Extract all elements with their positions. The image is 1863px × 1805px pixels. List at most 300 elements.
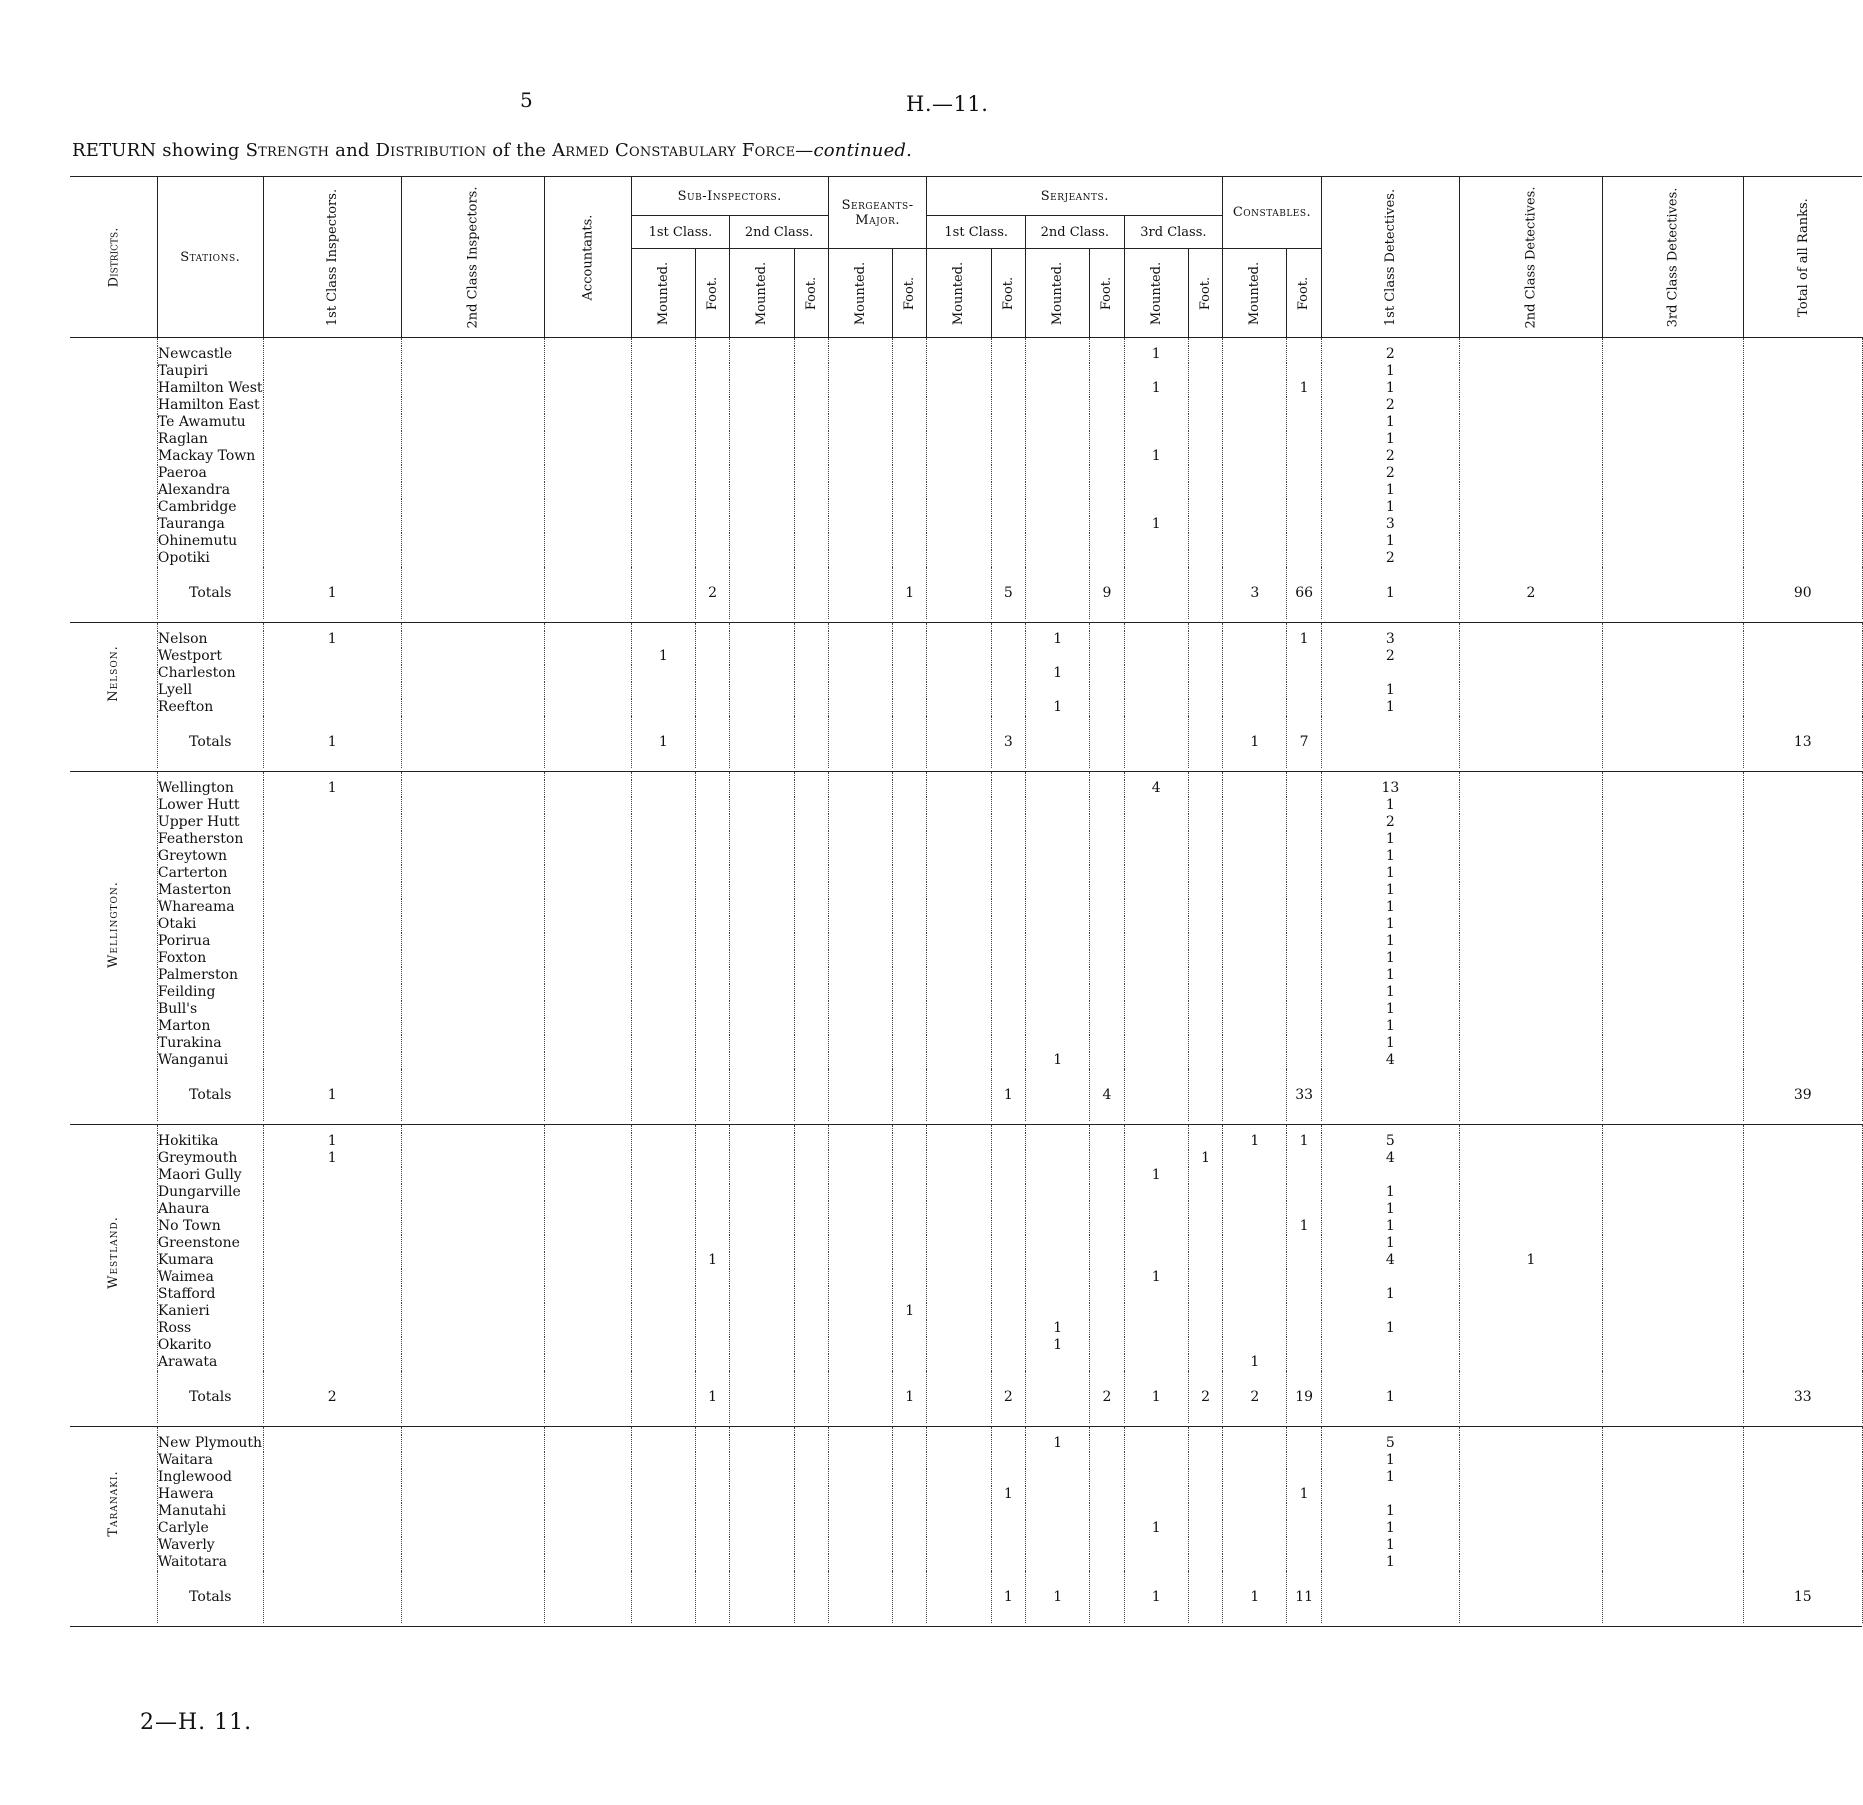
table-row — [70, 1286, 1862, 1303]
value-cell — [631, 780, 695, 797]
gap-cell — [1602, 1125, 1743, 1134]
value-cell — [1743, 1150, 1862, 1167]
total-cell: 15 — [1743, 1571, 1862, 1623]
value-cell — [1602, 1201, 1743, 1218]
value-cell — [1223, 848, 1287, 865]
value-cell — [1090, 631, 1124, 648]
value-cell — [401, 1452, 544, 1469]
value-cell — [1026, 1235, 1090, 1252]
value-cell — [1602, 797, 1743, 814]
value-cell — [730, 397, 794, 414]
station-label: Ahaura — [157, 1201, 210, 1217]
value-cell — [1287, 1469, 1321, 1486]
value-cell: 1 — [263, 1150, 401, 1167]
district-gap — [70, 1371, 157, 1423]
value-cell — [1090, 1503, 1124, 1520]
value-cell — [1124, 1133, 1188, 1150]
value-cell — [1743, 516, 1862, 533]
header-det1: 1st Class Detectives. — [1321, 177, 1459, 338]
value-cell — [1459, 699, 1602, 716]
value-cell — [893, 1503, 927, 1520]
value-cell — [631, 1554, 695, 1571]
value-cell — [1188, 814, 1222, 831]
value-cell — [893, 1435, 927, 1452]
value-cell: 1 — [263, 631, 401, 648]
value-cell — [1090, 648, 1124, 665]
gap-cell — [730, 772, 794, 781]
value-cell — [544, 967, 631, 984]
value-cell — [1188, 448, 1222, 465]
value-cell — [828, 448, 892, 465]
value-cell — [1743, 1269, 1862, 1286]
station-name — [157, 550, 263, 567]
value-cell — [1124, 665, 1188, 682]
gap-cell — [1743, 1125, 1862, 1134]
station-label: New Plymouth — [157, 1435, 263, 1451]
value-cell — [1223, 499, 1287, 516]
value-cell — [927, 1320, 991, 1337]
value-cell — [1321, 1167, 1459, 1184]
value-cell — [631, 848, 695, 865]
value-cell — [1602, 631, 1743, 648]
value-cell — [1026, 465, 1090, 482]
value-cell: 1 — [1321, 1503, 1459, 1520]
header-serj-class2: 2nd Class. — [1026, 216, 1125, 249]
value-cell — [1026, 967, 1090, 984]
value-cell — [893, 1018, 927, 1035]
value-cell — [1287, 1537, 1321, 1554]
table-row — [70, 533, 1862, 550]
total-cell — [544, 567, 631, 619]
value-cell: 1 — [1287, 380, 1321, 397]
station-label: Opotiki — [157, 550, 210, 566]
value-cell — [544, 916, 631, 933]
value-cell — [631, 1184, 695, 1201]
value-cell — [991, 1018, 1025, 1035]
total-cell: 1 — [893, 1371, 927, 1423]
value-cell — [893, 984, 927, 1001]
value-cell — [1743, 899, 1862, 916]
value-cell — [1223, 814, 1287, 831]
value-cell — [1124, 1001, 1188, 1018]
value-cell — [401, 533, 544, 550]
value-cell — [893, 682, 927, 699]
total-cell: 2 — [1223, 1371, 1287, 1423]
value-cell — [927, 831, 991, 848]
value-cell — [1124, 363, 1188, 380]
gap-cell — [1602, 1427, 1743, 1436]
station-label: Manutahi — [157, 1503, 227, 1519]
value-cell — [1287, 1269, 1321, 1286]
value-cell — [544, 482, 631, 499]
value-cell — [1124, 797, 1188, 814]
value-cell — [991, 1269, 1025, 1286]
value-cell — [695, 950, 729, 967]
value-cell — [1188, 848, 1222, 865]
value-cell — [631, 1035, 695, 1052]
value-cell — [828, 831, 892, 848]
value-cell — [927, 1503, 991, 1520]
header-det2: 2nd Class Detectives. — [1459, 177, 1602, 338]
header-sj2-mounted: Mounted. — [1026, 249, 1090, 338]
value-cell — [828, 1218, 892, 1235]
value-cell — [1188, 1503, 1222, 1520]
gap-cell — [1026, 338, 1090, 347]
separator-cell — [1321, 1623, 1459, 1627]
value-cell — [730, 1452, 794, 1469]
total-cell — [1321, 1069, 1459, 1121]
value-cell — [1090, 916, 1124, 933]
gap-cell — [401, 338, 544, 347]
gap-cell — [1188, 338, 1222, 347]
total-cell — [1090, 716, 1124, 768]
value-cell — [263, 1486, 401, 1503]
value-cell — [1090, 950, 1124, 967]
total-cell — [1459, 1069, 1602, 1121]
total-cell — [631, 567, 695, 619]
station-name — [157, 1018, 263, 1035]
total-cell — [263, 1571, 401, 1623]
value-cell — [893, 665, 927, 682]
value-cell — [927, 1537, 991, 1554]
value-cell — [544, 1184, 631, 1201]
header-det3: 3rd Class Detectives. — [1602, 177, 1743, 338]
value-cell — [1459, 1235, 1602, 1252]
value-cell — [1124, 950, 1188, 967]
value-cell — [1124, 899, 1188, 916]
station-name — [157, 465, 263, 482]
station-name — [157, 431, 263, 448]
value-cell — [927, 648, 991, 665]
value-cell — [695, 1435, 729, 1452]
value-cell — [1287, 682, 1321, 699]
value-cell — [263, 1052, 401, 1069]
value-cell — [1459, 1133, 1602, 1150]
station-label: Turakina — [157, 1035, 222, 1051]
value-cell — [991, 465, 1025, 482]
value-cell — [1124, 414, 1188, 431]
total-cell — [1188, 1571, 1222, 1623]
value-cell — [401, 1486, 544, 1503]
value-cell — [1223, 465, 1287, 482]
value-cell — [544, 431, 631, 448]
total-cell: 1 — [1321, 567, 1459, 619]
value-cell: 1 — [1321, 933, 1459, 950]
value-cell — [544, 631, 631, 648]
value-cell — [1090, 533, 1124, 550]
value-cell — [1188, 699, 1222, 716]
station-name — [157, 1001, 263, 1018]
value-cell — [631, 1252, 695, 1269]
table-row — [70, 380, 1862, 397]
value-cell — [544, 814, 631, 831]
value-cell — [794, 363, 828, 380]
value-cell — [1124, 1469, 1188, 1486]
total-cell — [927, 1571, 991, 1623]
value-cell — [1223, 1435, 1287, 1452]
table-row — [70, 1001, 1862, 1018]
station-name — [157, 1469, 263, 1486]
value-cell — [828, 346, 892, 363]
district-label — [70, 631, 157, 716]
value-cell — [1090, 1218, 1124, 1235]
value-cell — [1124, 482, 1188, 499]
table-row — [70, 1554, 1862, 1571]
value-cell — [1459, 797, 1602, 814]
header-con-foot: Foot. — [1287, 249, 1321, 338]
value-cell — [828, 1252, 892, 1269]
value-cell — [927, 1218, 991, 1235]
value-cell — [794, 1503, 828, 1520]
station-name — [157, 1218, 263, 1235]
value-cell — [1743, 831, 1862, 848]
value-cell — [1287, 1520, 1321, 1537]
value-cell — [1602, 1503, 1743, 1520]
value-cell — [1459, 1537, 1602, 1554]
value-cell — [893, 1150, 927, 1167]
value-cell — [828, 699, 892, 716]
total-cell — [1026, 1371, 1090, 1423]
value-cell — [1743, 482, 1862, 499]
value-cell — [1223, 397, 1287, 414]
gap-cell — [927, 772, 991, 781]
value-cell — [927, 814, 991, 831]
value-cell — [1090, 1337, 1124, 1354]
value-cell — [263, 346, 401, 363]
value-cell — [794, 831, 828, 848]
value-cell — [1188, 648, 1222, 665]
value-cell — [544, 1320, 631, 1337]
value-cell — [544, 397, 631, 414]
gap-cell — [730, 338, 794, 347]
value-cell — [991, 380, 1025, 397]
value-cell — [893, 1269, 927, 1286]
value-cell — [1223, 1184, 1287, 1201]
value-cell — [1459, 465, 1602, 482]
station-label: No Town — [157, 1218, 221, 1234]
header-sub2-mounted: Mounted. — [730, 249, 794, 338]
gap-cell — [1287, 338, 1321, 347]
value-cell — [544, 363, 631, 380]
station-label: Taupiri — [157, 363, 209, 379]
value-cell — [695, 533, 729, 550]
district-gap — [70, 567, 157, 619]
value-cell: 1 — [1321, 1201, 1459, 1218]
value-cell — [1459, 1018, 1602, 1035]
gap-cell — [401, 1427, 544, 1436]
value-cell — [1090, 482, 1124, 499]
value-cell — [1026, 380, 1090, 397]
value-cell — [401, 414, 544, 431]
value-cell — [1743, 1469, 1862, 1486]
table-row — [70, 1503, 1862, 1520]
station-name — [157, 1537, 263, 1554]
value-cell — [1026, 848, 1090, 865]
separator-row — [70, 1623, 1862, 1627]
table-row — [70, 431, 1862, 448]
value-cell — [1602, 363, 1743, 380]
table-row — [70, 848, 1862, 865]
value-cell: 2 — [1321, 346, 1459, 363]
value-cell — [1026, 1469, 1090, 1486]
value-cell — [927, 1554, 991, 1571]
value-cell — [544, 848, 631, 865]
value-cell — [794, 967, 828, 984]
value-cell — [1188, 397, 1222, 414]
value-cell — [893, 499, 927, 516]
value-cell — [1743, 865, 1862, 882]
table-row — [70, 414, 1862, 431]
value-cell: 1 — [1321, 1018, 1459, 1035]
total-cell — [401, 716, 544, 768]
station-name — [157, 933, 263, 950]
value-cell — [544, 1554, 631, 1571]
total-cell: 66 — [1287, 567, 1321, 619]
value-cell — [1287, 550, 1321, 567]
value-cell — [927, 465, 991, 482]
value-cell — [401, 1337, 544, 1354]
value-cell — [1124, 1320, 1188, 1337]
total-cell — [544, 1069, 631, 1121]
title-distribution: Distribution — [375, 140, 487, 161]
value-cell — [794, 1269, 828, 1286]
gap-cell — [1287, 772, 1321, 781]
value-cell — [1026, 1537, 1090, 1554]
value-cell — [730, 1252, 794, 1269]
value-cell — [794, 448, 828, 465]
gap-cell — [544, 338, 631, 347]
gap-cell — [1743, 772, 1862, 781]
value-cell: 3 — [1321, 516, 1459, 533]
value-cell — [1287, 482, 1321, 499]
gap-cell — [1602, 338, 1743, 347]
value-cell — [828, 814, 892, 831]
value-cell — [1602, 448, 1743, 465]
value-cell — [1188, 1133, 1222, 1150]
table-row — [70, 499, 1862, 516]
table-row — [70, 1486, 1862, 1503]
separator-cell — [263, 1623, 401, 1627]
value-cell — [1188, 465, 1222, 482]
value-cell — [263, 797, 401, 814]
value-cell — [1602, 950, 1743, 967]
value-cell — [1124, 831, 1188, 848]
title-and: and — [329, 140, 376, 161]
value-cell — [1602, 967, 1743, 984]
value-cell — [401, 516, 544, 533]
table-row — [70, 1320, 1862, 1337]
value-cell — [991, 1554, 1025, 1571]
value-cell — [1124, 1035, 1188, 1052]
station-name — [157, 1435, 263, 1452]
value-cell — [893, 1486, 927, 1503]
value-cell — [401, 865, 544, 882]
value-cell — [631, 1150, 695, 1167]
value-cell — [991, 648, 1025, 665]
value-cell — [1743, 1354, 1862, 1371]
value-cell — [893, 1235, 927, 1252]
value-cell — [263, 448, 401, 465]
station-name — [157, 831, 263, 848]
station-label: Hamilton East — [157, 397, 260, 413]
table-row — [70, 1303, 1862, 1320]
value-cell — [1223, 1235, 1287, 1252]
value-cell — [1223, 363, 1287, 380]
table-row — [70, 1235, 1862, 1252]
value-cell — [730, 431, 794, 448]
value-cell — [828, 1469, 892, 1486]
value-cell — [401, 1184, 544, 1201]
header-sub1-mounted: Mounted. — [631, 249, 695, 338]
value-cell — [1459, 1269, 1602, 1286]
value-cell — [730, 482, 794, 499]
gap-cell — [1743, 1427, 1862, 1436]
value-cell — [794, 1218, 828, 1235]
value-cell — [1602, 465, 1743, 482]
total-cell — [1459, 1371, 1602, 1423]
gap-cell — [544, 1427, 631, 1436]
value-cell — [1743, 431, 1862, 448]
value-cell — [1602, 648, 1743, 665]
separator-cell — [70, 1623, 157, 1627]
separator-cell — [1124, 1623, 1188, 1627]
value-cell — [794, 814, 828, 831]
value-cell — [1602, 516, 1743, 533]
value-cell — [1223, 1018, 1287, 1035]
value-cell — [695, 1167, 729, 1184]
value-cell — [1223, 1052, 1287, 1069]
value-cell — [1743, 682, 1862, 699]
value-cell — [631, 699, 695, 716]
station-label: Greytown — [157, 848, 228, 864]
value-cell — [695, 814, 729, 831]
gap-cell — [631, 338, 695, 347]
value-cell — [1287, 950, 1321, 967]
value-cell — [1459, 1337, 1602, 1354]
value-cell — [544, 1435, 631, 1452]
gap-cell — [730, 1427, 794, 1436]
value-cell — [1602, 1320, 1743, 1337]
separator-cell — [991, 1623, 1025, 1627]
value-cell — [695, 682, 729, 699]
value-cell — [1188, 1435, 1222, 1452]
value-cell — [828, 1537, 892, 1554]
value-cell — [1026, 882, 1090, 899]
district-label — [70, 1435, 157, 1571]
value-cell — [1602, 1520, 1743, 1537]
value-cell — [730, 1167, 794, 1184]
value-cell — [1223, 346, 1287, 363]
value-cell — [794, 1354, 828, 1371]
value-cell — [695, 831, 729, 848]
station-label: Hawera — [157, 1486, 214, 1502]
value-cell — [631, 550, 695, 567]
station-label: Greenstone — [157, 1235, 240, 1251]
gap-cell — [263, 772, 401, 781]
page-number: 5 — [520, 88, 533, 112]
station-label: Marton — [157, 1018, 211, 1034]
value-cell — [1459, 1286, 1602, 1303]
separator-cell — [1459, 1623, 1602, 1627]
total-cell — [794, 567, 828, 619]
value-cell: 13 — [1321, 780, 1459, 797]
station-name — [157, 1133, 263, 1150]
total-cell — [695, 1069, 729, 1121]
value-cell — [695, 414, 729, 431]
value-cell — [927, 1452, 991, 1469]
value-cell — [927, 1133, 991, 1150]
value-cell — [1602, 346, 1743, 363]
